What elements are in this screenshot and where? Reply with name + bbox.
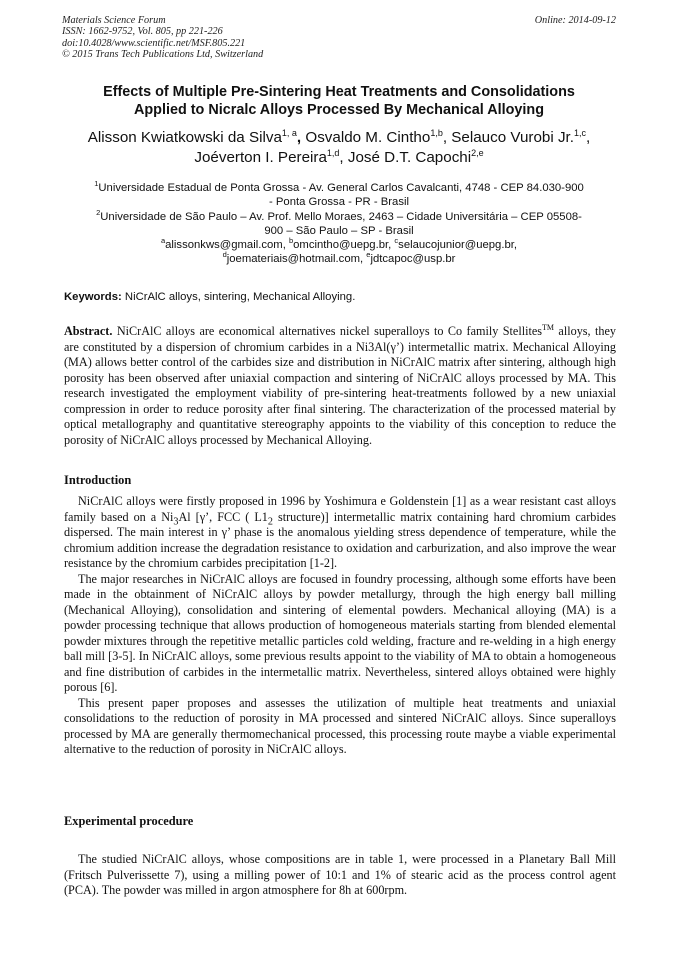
keywords-label: Keywords:: [64, 291, 122, 303]
author-affil-mark: 1,c: [573, 127, 586, 138]
emails-line-2: [60, 252, 618, 266]
authors-line-1: Alisson Kwiatkowski da Silva$^{1, a}$, Osvaldo M. Cintho$^{1,b}$, Selauco Vurobi Jr.$^{1,c}$,: [87, 127, 591, 146]
email-mark: c: [394, 236, 399, 246]
title-line-1: Effects of Multiple Pre-Sintering Heat Treatments and Consolidations: [103, 84, 575, 100]
doi-line: doi:10.4028/www.scientific.net/MSF.805.221: [62, 37, 246, 49]
affiliation-1-cont: - Ponta Grossa - PR - Brasil: [269, 196, 409, 209]
intro-paragraph-1: [64, 494, 616, 572]
email-mark: a: [160, 236, 166, 246]
abstract-label: Abstract.: [64, 324, 113, 338]
author-affil-mark: 2,e: [471, 147, 484, 158]
author-affil-mark: 1, a: [281, 127, 297, 138]
email-d: joemateriais@hotmail.com,: [226, 253, 367, 266]
author-name: José D.T. Capochi: [347, 149, 472, 166]
abstract-text-2: alloys, they are constituted by a dispersion of chromium carbides in a Ni3Al(γ’) intermetallic matrix. Mechanical Alloying (MA) allows better control of the carbides size and distribution in NiCrAlC matrix after sintering, although high porosity has been observed after uniaxial compaction and sintering of NiCrAlC alloys processed by MA. This research investigated the employment viability of pre-sintering heat-treatments followed by a new uniaxial compression in order to reduce porosity after final sintering. The characterization of the processed material by optical metallography and quantitative stereography appoints to the viability of this conception to reduce the porosity of NiCrAlC alloys processed by Mechanical Alloying.: [64, 324, 616, 447]
issn-line: ISSN: 1662-9752, Vol. 805, pp 221-226: [62, 26, 223, 38]
intro-paragraph-3: This present paper proposes and assesses the utilization of multiple heat treatments and uniaxial consolidations to the reduction of porosity in MA processed and sintered NiCrAlC alloys. Since superalloys processed by MA are generally thermomechanical processed, this processing route maybe a viable experimental alternative to the reduction of porosity in NiCrAlC alloys.: [64, 695, 616, 756]
authors-line-2: Joéverton I. Pereira$^{1,d}$, José D.T. Capochi$^{2,e}$: [194, 147, 484, 166]
author-affil-mark: 1,d: [326, 147, 340, 158]
author-list: [60, 128, 618, 168]
abstract: [64, 324, 616, 448]
section-heading-experimental: Experimental procedure: [64, 814, 194, 828]
author-name: Joéverton I. Pereira: [194, 149, 327, 166]
abstract-text-1: NiCrAlC alloys are economical alternatives nickel superalloys to Co family Stellites: [112, 324, 543, 338]
email-mark: b: [288, 236, 294, 246]
author-affil-mark: 1,b: [430, 127, 443, 138]
para-text: Al [γ’, FCC ( L1: [178, 509, 268, 524]
affil-mark: 1: [94, 179, 99, 189]
online-date: Online: 2014-09-12: [534, 15, 616, 26]
email-c: selaucojunior@uepg.br,: [398, 239, 518, 252]
author-name: Selauco Vurobi Jr.: [451, 129, 574, 146]
paper-title: [60, 83, 618, 119]
keywords: [64, 290, 616, 304]
email-b: omcintho@uepg.br,: [293, 239, 395, 252]
author-name: Osvaldo M. Cintho: [305, 129, 431, 146]
journal-header: [62, 15, 616, 61]
email-a: alissonkws@gmail.com,: [165, 239, 289, 252]
intro-paragraph-2: The major researches in NiCrAlC alloys are focused in foundry processing, although some efforts have been made in the obtainment of NiCrAlC alloys by powder metallurgy, through the high energy ball milling (Mechanical Alloying), consolidation and sintering of elemental powders. Mechanical alloying (MA) is a powder processing technique that allows production of homogeneous materials starting from blended elemental powder mixtures through the repetitive metallic particles cold welding, fracture and re-welding in a high energy ball mill [3-5]. In NiCrAlC alloys, some previous results appoint to the viability of MA to obtain a homogeneous and fine distribution of carbides in the intermetallic matrix. Nevertheless, sintered alloys obtained were highly porous [6].: [64, 571, 616, 694]
affiliations: [60, 181, 618, 267]
email-e: jdtcapoc@usp.br: [370, 253, 456, 266]
copyright-line: © 2015 Trans Tech Publications Ltd, Switzerland: [62, 49, 264, 61]
affiliation-2-cont: 900 – São Paulo – SP - Brasil: [264, 224, 414, 237]
introduction-body: [64, 494, 616, 758]
emails-line-1: [60, 238, 618, 252]
subscript: 3: [173, 515, 179, 527]
para-text: NiCrAlC alloys were firstly proposed in 1996 by Yoshimura e Goldenstein [1] as a wear resistant cast alloys family based on a Ni: [64, 494, 616, 524]
trademark-mark: TM: [542, 322, 555, 332]
journal-name: Materials Science Forum: [62, 15, 166, 26]
email-mark: d: [222, 250, 227, 260]
email-mark: e: [366, 250, 371, 260]
para-text: structure)] intermetallic matrix containing hard chromium carbides dispersed. The main interest in γ’ phase is the anomalous yielding stress dependence of temperature, while the chromium addition increase the degradation resistance to oxidation and carburization, and also improve the wear resistance by the chromium carbides precipitation [1-2].: [64, 509, 616, 570]
affiliation-1: [60, 181, 618, 195]
affiliation-2: [60, 207, 618, 224]
affil-text: Universidade Estadual de Ponta Grossa - Av. General Carlos Cavalcanti, 4748 - CEP 84.030-900: [98, 182, 584, 194]
section-heading-introduction: Introduction: [64, 473, 132, 487]
subscript: 2: [267, 515, 273, 527]
keywords-text: NiCrAlC alloys, sintering, Mechanical Alloying.: [121, 291, 356, 303]
affil-text: Universidade de São Paulo – Av. Prof. Mello Moraes, 2463 – Cidade Universitária – CEP 05508-: [100, 210, 582, 223]
title-line-2: Applied to Nicralc Alloys Processed By Mechanical Alloying: [134, 102, 544, 118]
experimental-body: [64, 852, 616, 899]
affil-mark: 2: [96, 207, 101, 217]
exp-paragraph-1: The studied NiCrAlC alloys, whose compositions are in table 1, were processed in a Planetary Ball Mill (Fritsch Pulverissette 7), using a milling power of 10:1 and 1% of stearic acid as the process control agent (PCA). The powder was milled in argon atmosphere for 8h at 600rpm.: [64, 852, 616, 897]
author-name: Alisson Kwiatkowski da Silva: [87, 129, 282, 146]
